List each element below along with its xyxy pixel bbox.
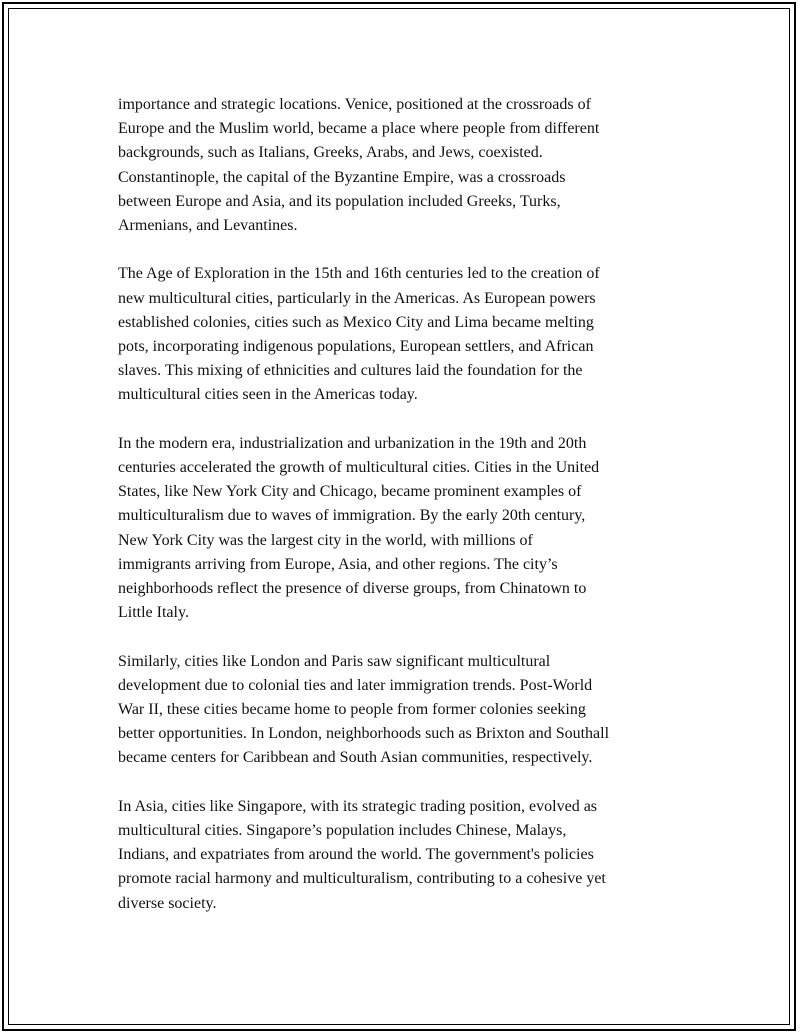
paragraph-venice-constantinople: importance and strategic locations. Venice, positioned at the crossroads of Europe and the Muslim world, became a place where people from different backgrounds, such as Italians, Greeks, Arabs, and Jews, coexisted. Constantinople, the capital of the Byzantine Empire, was a crossroads between Europe and Asia, and its population included Greeks, Turks, Armenians, and Levantines. <box>118 96 600 235</box>
paragraph-modern-era: In the modern era, industrialization and urbanization in the 19th and 20th centuries accelerated the growth of multicultural cities. Cities in the United States, like New York City and Chicago, became prominent examples of multiculturalism due to waves of immigration. By the early 20th century, New York City was the largest city in the world, with millions of immigrants arriving from Europe, Asia, and other regions. The city’s neighborhoods reflect the presence of diverse groups, from Chinatown to Little Italy. <box>118 434 600 622</box>
paragraph-asia-singapore: In Asia, cities like Singapore, with its strategic trading position, evolved as multicultural cities. Singapore’s population includes Chinese, Malays, Indians, and expatriates from around the world. The government's policies promote racial harmony and multiculturalism, contributing to a cohesive yet diverse society. <box>118 797 606 912</box>
paragraph-age-of-exploration: The Age of Exploration in the 15th and 16th centuries led to the creation of new multicultural cities, particularly in the Americas. As European powers established colonies, cities such as Mexico City and Lima became melting pots, incorporating indigenous populations, European settlers, and African slaves. This mixing of ethnicities and cultures laid the foundation for the multicultural cities seen in the Americas today. <box>118 265 600 404</box>
paragraph-london-paris: Similarly, cities like London and Paris saw significant multicultural development due to colonial ties and later immigration trends. Post-World War II, these cities became home to people from former colonies seeking better opportunities. In London, neighborhoods such as Brixton and Southall became centers for Caribbean and South Asian communities, respectively. <box>118 652 610 767</box>
document-body <box>118 93 690 940</box>
